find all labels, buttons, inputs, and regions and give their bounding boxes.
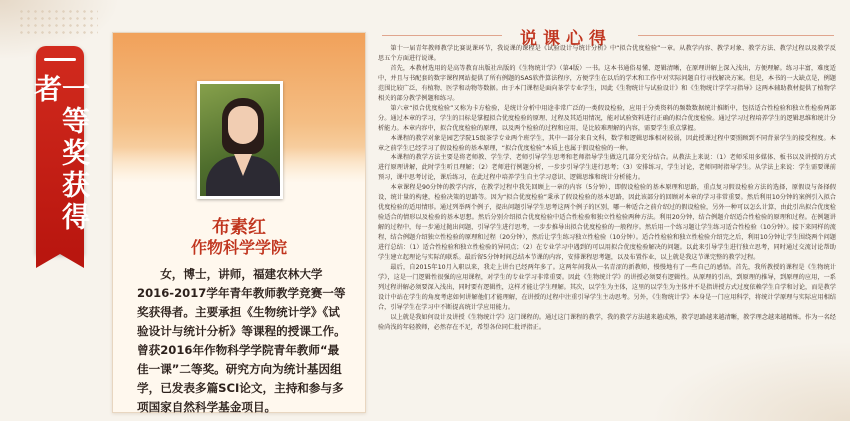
title-divider-left — [382, 35, 502, 36]
title-divider-right — [638, 35, 834, 36]
section-title: 说课心得 — [520, 29, 612, 49]
ribbon-bar-decoration — [44, 58, 76, 61]
teacher-name: 布素红 — [212, 217, 266, 238]
paragraph: 以上就是我如何设计及讲授《生物统计学》这门课程的。通过这门课程的教学，我的教学方法越来越成熟，教学思路越来越清晰，教学理念越来越精炼。作为一名经验尚浅的年轻教师，必然存在不足，希望各位同仁批评指正。 — [378, 313, 836, 331]
award-ribbon — [30, 46, 91, 254]
teacher-department: 作物科学学院 — [190, 238, 287, 257]
section-content — [378, 44, 836, 414]
paragraph: 第六章“拟合优度检验”又称为卡方检验，是统计分析中用途非常广泛的一类假设检验，应用于分类资料的频数数据统计推断中，包括适合性检验和独立性检验两部分。通过本章的学习，学生的目标是掌握拟合优度检验的原理、过程及其适用情况，能对试验资料进行正确的拟合优度检验。通过学习过程培养学生的逻辑思维和统计分析能力。本章内容中，拟合优度检验的原理，以及两个检验的过程和应用，是比较难理解的内容，需要学生重点掌握。 — [378, 104, 836, 132]
profile-card — [112, 32, 366, 413]
paragraph: 最后，自2015年10月入职以来，我走上讲台已经两年多了。这两年间我从一名青涩的新教师，慢慢地有了一些自己的感悟。首先，我所教授的课程是《生物统计学》，这是一门逻辑性很强的应用课程，对学生的专业学习非常重要。因此《生物统计学》的讲授必须要有逻辑性。从原理的引出，到原理的推导，到原理的应用，一系列过程讲解必须要深入浅出，同时要有逻辑性，这样才能让学生理解。其次，以学生为主体，这里的以学生为主体并不是指讲授方式过度依赖学生自学和讨论，而是教学设计中站在学生的角度考虑如何讲解他们才能理解，在讲授的过程中注重引导学生主动思考。另外，《生物统计学》本身是一门应用科学，将统计学原理与实际应用相结合，引导学生在学习中不断提高统计学应用能力。 — [378, 263, 836, 311]
paragraph: 本章课程是90分钟的教学内容，在教学过程中我先回顾上一章的内容（5分钟），即假设检验的基本原理和思路，重点复习假设检验方法的选择，原假设与备择假设，统计量的构建，检验决策的思路等。因为“拟合优度检验”秉承了假设检验的基本思路，因此该部分的回顾对本章的学习非常重要。然后利用10分钟的案例引入拟合优度检验的适用情形。通过列举两个例子，提出问题引导学生思考这两个例子的区别，哪一种适合之前介绍过的假设检验，另外一种可以怎么计算，由此引出拟合优度检验适合的情形以及检验的基本思想。然后分别介绍拟合优度检验中适合性检验和独立性检验两种方法。利用20分钟，结合例题介绍适合性检验的原理和过程。在例题讲解的过程中，每一步通过抛出问题，引导学生进行思考，一步步推导出拟合优度检验的一般程序。然后用一个练习题让学生练习适合性检验（10分钟）。接下来同样的流程，结合例题介绍独立性检验的原理和过程（20分钟），然后让学生练习独立性检验（10分钟）。适合性检验和独立性检验介绍完之后，利用10分钟让学生围绕两个问题进行总结：（1）适合性检验和独立性检验的异同点；（2）在专业学习中遇到的可以用拟合优度检验解决的问题。以此来引导学生进行独立思考，同时通过交流讨论帮助学生建立起理论与实际的联系。最后留5分钟时间总结本节课的内容，安排课程思考题，以及布置作业，以上就是我这节课完整的教学过程。 — [378, 184, 836, 262]
teacher-bio: 女，博士，讲师，福建农林大学2016-2017学年青年教师教学竞赛一等奖获得者。主要承担《生物统计学》《试验设计与统计分析》等课程的授课工作。曾获2016年作物科学学院青年教师“最佳一课”二等奖。研究方向为统计基因组学，已发表多篇SCI论文，主持和参与多项国家自然科学基金项目。 — [137, 267, 346, 414]
teacher-photo — [197, 81, 283, 199]
paragraph: 首先，本教材选用的是高等教育出版社出版的《生物统计学》（第4版）一书。这本书通俗易懂、逻辑清晰，在原理讲解上深入浅出，方便理解。练习丰富，难度适中，并且与书配套的数字课程网站提供了所有例题的SAS软件算法程序，方便学生在以后的学术和工作中对实际问题自行寻找解决方案。但是，本书的一大缺点是，例题范围比较广泛，有植物、医学和动物等数据。由于本门课程是面向茶学专业学生，因此《生物统计与试验设计》和《生物统计学学习指导》这两本辅助教材提供了植物学相关的部分教学例题和练习。 — [378, 64, 836, 102]
paragraph: 本课程的教学方法主要是将老师教、学生学、老师引导学生思考和老师指导学生做这几部分充分结合。从教法上来说：（1）老师采用多媒体、板书以及讲授的方式进行原理讲解，此时学生听且理解；（2）老师进行例题分析，一步步引导学生进行思考；（3）安排练习，学生讨论，老师同时指导学生。从学法上来说：学生需要课前预习，课中思考讨论，课后练习，在此过程中培养学生自主学习意识、逻辑思维和统计分析能力。 — [378, 154, 836, 182]
decor-dot-pattern — [18, 8, 98, 38]
paragraph: 本课程的教学对象是园艺学院15级茶学专业两个班学生，其中一部分来自文科，数学和逻辑思维相对较弱，因此授课过程中要照顾到不同背景学生的接受程度。本章之前学生已经学习了假设检验的基本原理，“拟合优度检验”本质上也属于假设检验的一种。 — [378, 134, 836, 152]
award-title: 一等奖获得者 — [30, 74, 91, 234]
paragraph: 第十一届青年教师教学比赛说课环节，我说课的课程是《试验设计与统计分析》中“拟合优度检验”一章。从教学内容、教学对象、教学方法、教学过程以及教学反思五个方面进行说课。 — [378, 45, 836, 62]
